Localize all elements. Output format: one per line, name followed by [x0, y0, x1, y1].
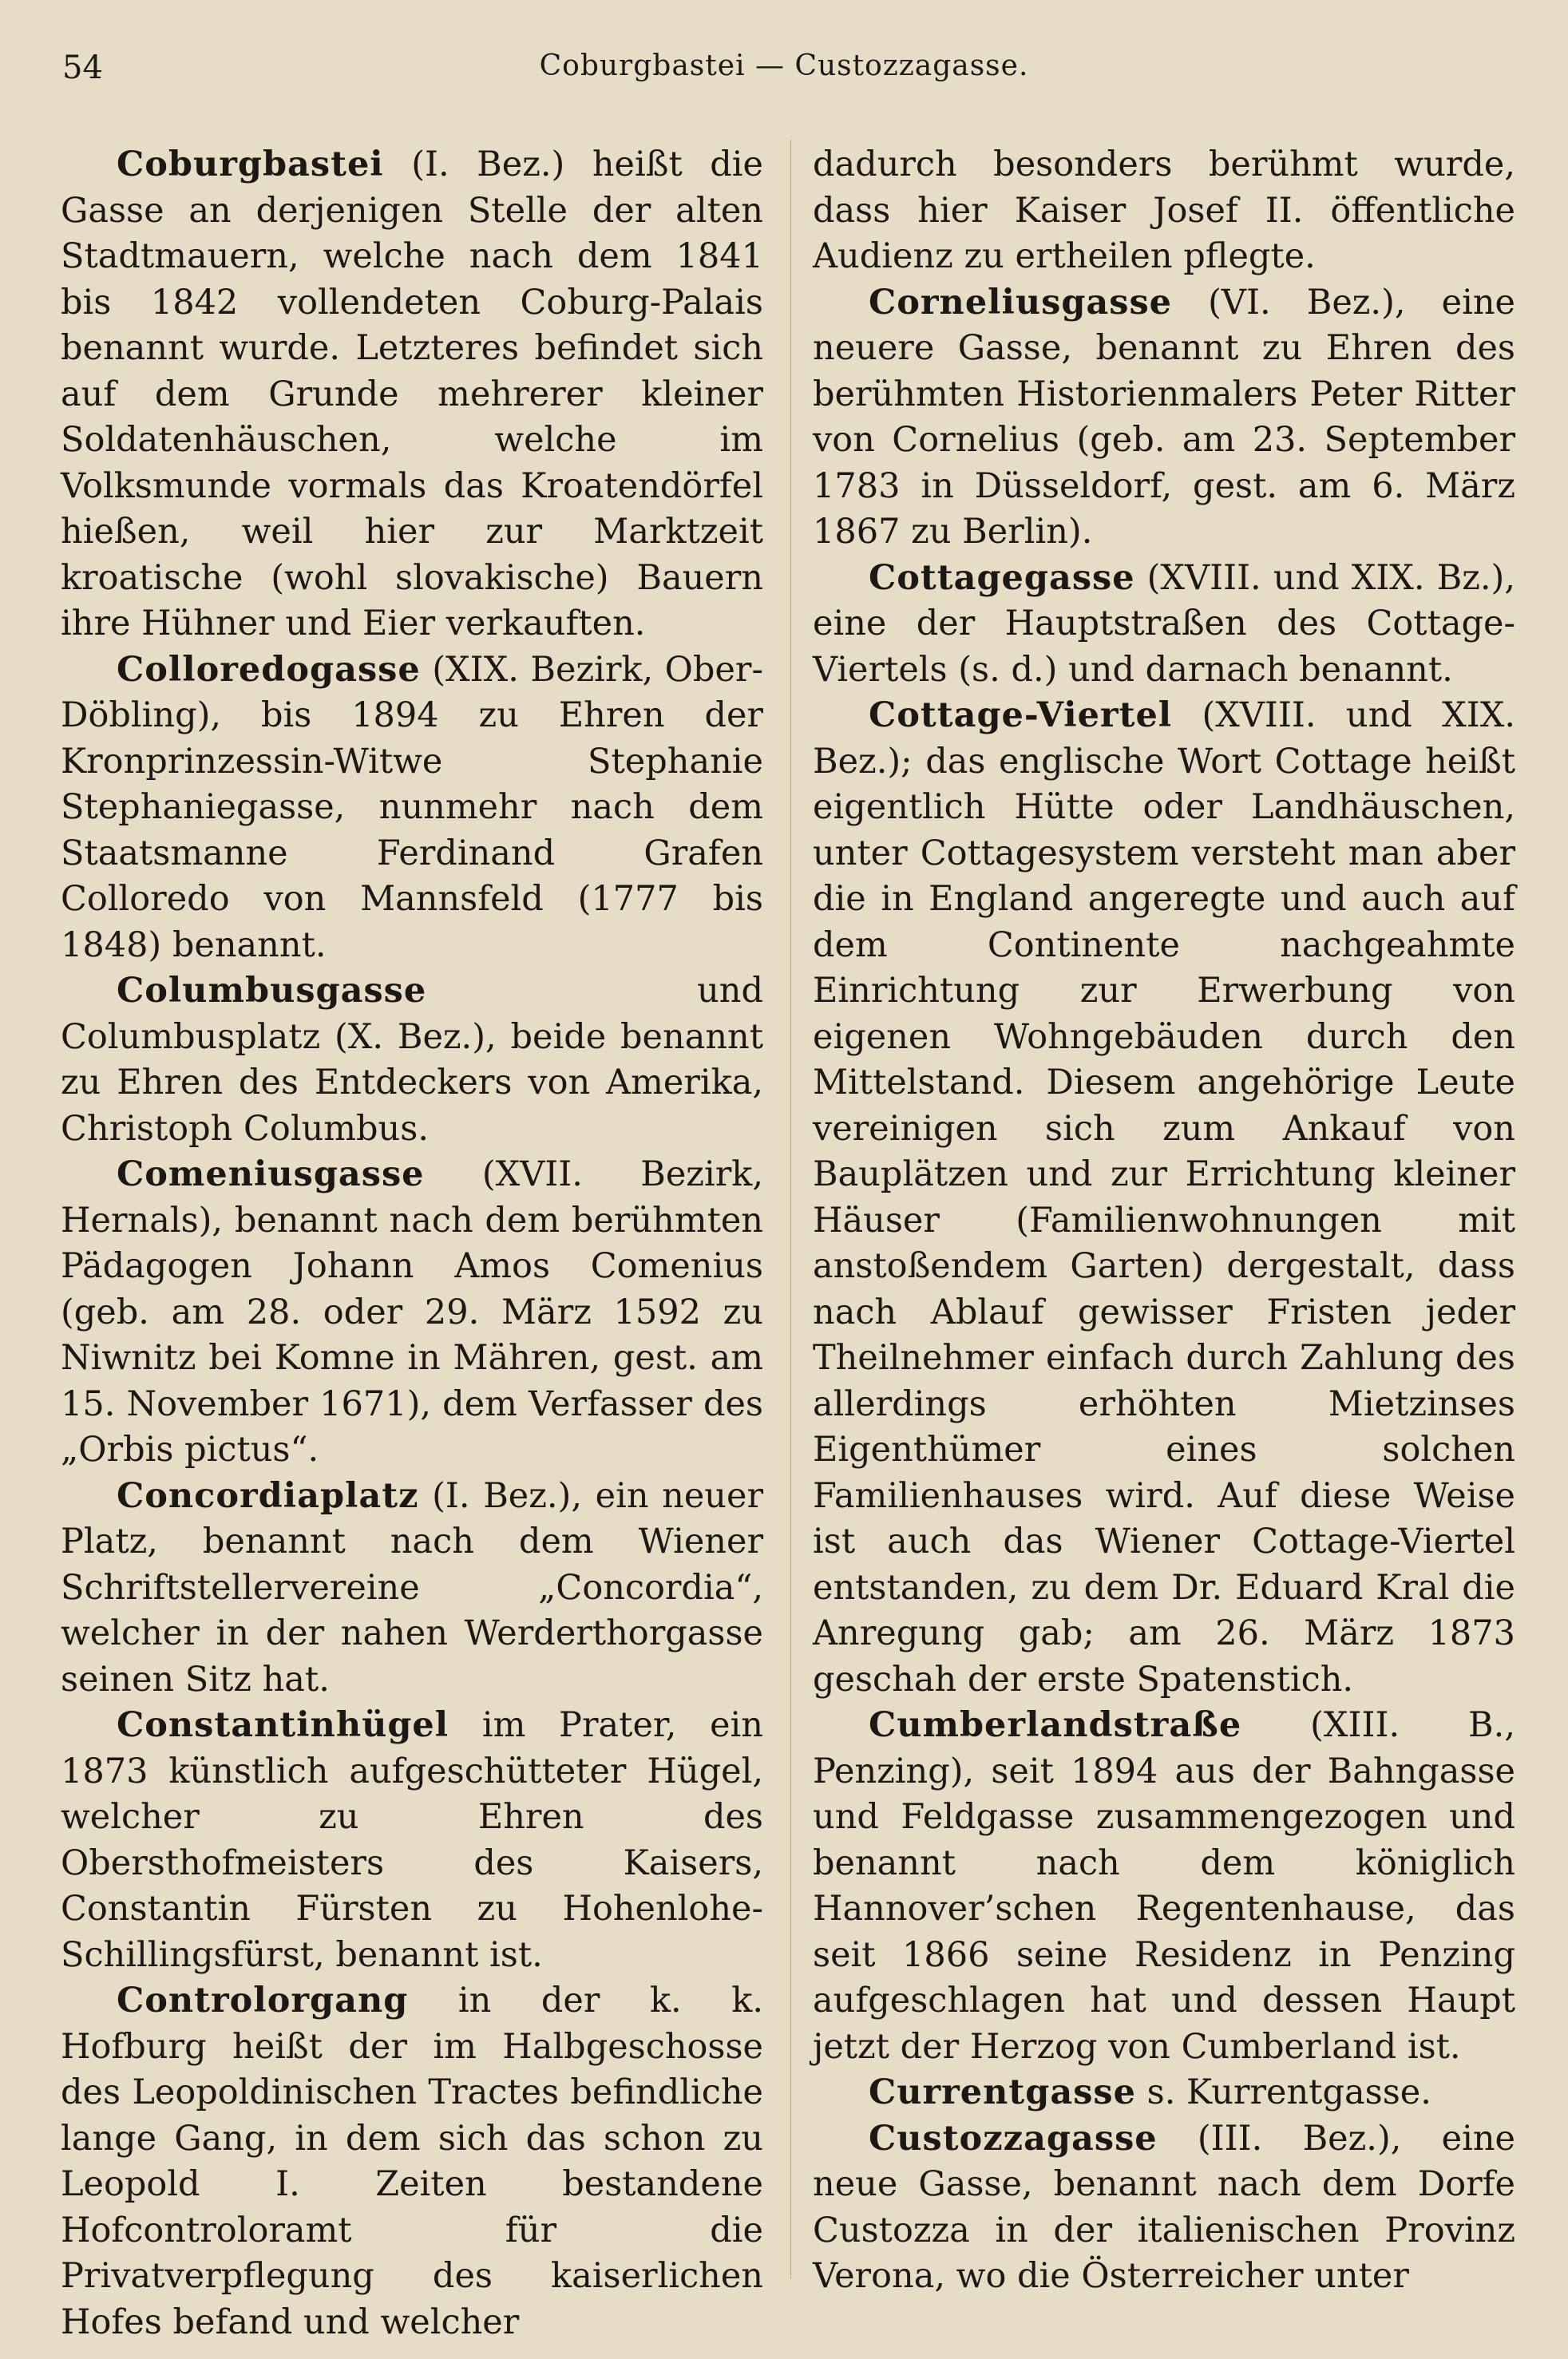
entry-currentgasse — [813, 2070, 1515, 2116]
entry-text: (XIX. Bezirk, Ober-Döbling), bis 1894 zu Ehren der Kronprinzessin-Witwe Stephanie Stephaniegasse, nunmehr nach dem Staatsmanne Ferdinand Grafen Colloredo von Mannsfeld (1777 bis 1848) benannt. — [61, 649, 763, 965]
entry-headword: Cottage-Viertel — [869, 695, 1173, 735]
entry-continuation — [813, 142, 1515, 280]
entry-headword: Custozzagasse — [869, 2118, 1158, 2159]
entry-columbusgasse — [61, 968, 763, 1152]
entry-headword: Cottagegasse — [869, 557, 1135, 598]
entry-cottagegasse — [813, 556, 1515, 694]
entry-text: (I. Bez.), ein neuer Platz, benannt nach dem Wiener Schriftstellervereine „Concordia“, welcher in der nahen Werderthorgasse seinen Sitz hat. — [61, 1475, 763, 1700]
entry-cottage-viertel — [813, 693, 1515, 1703]
entry-text: (VI. Bez.), eine neuere Gasse, benannt zu Ehren des berühmten Historienmalers Peter Ritter von Cornelius (geb. am 23. September 1783 in Düsseldorf, gest. am 6. März 1867 zu Berlin). — [813, 282, 1515, 552]
entry-colloredogasse — [61, 647, 763, 969]
entry-constantinhuegel — [61, 1703, 763, 1978]
entry-text: (I. Bez.) heißt die Gasse an derjenigen Stelle der alten Stadtmauern, welche nach dem 1841 bis 1842 vollendeten Coburg-Palais benannt wurde. Letzteres befindet sich auf dem Grunde mehrerer kleiner Soldatenhäuschen, welche im Volksmunde vormals das Kroatendörfel hießen, weil hier zur Marktzeit kroatische (wohl slovakische) Bauern ihre Hühner und Eier verkauften. — [61, 144, 763, 643]
entry-text: dadurch besonders berühmt wurde, dass hier Kaiser Josef II. öffentliche Audienz zu ertheilen pflegte. — [813, 144, 1515, 276]
entry-headword: Coburgbastei — [117, 144, 384, 184]
entry-headword: Corneliusgasse — [869, 282, 1173, 323]
entry-text: s. Kurrentgasse. — [1135, 2072, 1431, 2112]
entry-headword: Controlorgang — [117, 1981, 409, 2021]
entry-headword: Cumberlandstraße — [869, 1705, 1242, 1745]
page-number: 54 — [62, 49, 103, 86]
entry-text: (XVIII. und XIX. Bz.), eine der Hauptstraßen des Cottage-Viertels (s. d.) und darnach benannt. — [813, 557, 1515, 690]
entry-headword: Concordiaplatz — [117, 1475, 419, 1516]
entry-controlorgang — [61, 1978, 763, 2345]
entry-text: (XVII. Bezirk, Hernals), benannt nach dem berühmten Pädagogen Johann Amos Comenius (geb. am 28. oder 29. März 1592 zu Niwnitz bei Komne in Mähren, gest. am 15. November 1671), dem Verfasser des „Orbis pictus“. — [61, 1154, 763, 1470]
running-title: Coburgbastei — Custozzagasse. — [539, 49, 1029, 82]
entry-text: (III. Bez.), eine neue Gasse, benannt nach dem Dorfe Custozza in der italienischen Provinz Verona, wo die Österreicher unter — [813, 2118, 1515, 2296]
entry-text: (XVIII. und XIX. Bez.); das englische Wort Cottage heißt eigentlich Hütte oder Landhäuschen, unter Cottagesystem versteht man aber die in England angeregte und auch auf dem Continente nachgeahmte Einrichtung zur Erwerbung von eigenen Wohngebäuden durch den Mittelstand. Diesem angehörige Leute vereinigen sich zum Ankauf von Bauplätzen und zur Errichtung kleiner Häuser (Familienwohnungen mit anstoßendem Garten) dergestalt, dass nach Ablauf gewisser Fristen jeder Theilnehmer einfach durch Zahlung des allerdings erhöhten Mietzinses Eigenthümer eines solchen Familienhauses wird. Auf diese Weise ist auch das Wiener Cottage-Viertel entstanden, zu dem Dr. Eduard Kral die Anregung gab; am 26. März 1873 geschah der erste Spatenstich. — [813, 695, 1515, 1700]
entry-corneliusgasse — [813, 280, 1515, 556]
page-header — [0, 49, 1568, 97]
entry-headword: Comeniusgasse — [117, 1154, 425, 1194]
entry-headword: Currentgasse — [869, 2072, 1136, 2112]
entry-concordiaplatz — [61, 1474, 763, 1704]
entry-text: in der k. k. Hofburg heißt der im Halbgeschosse des Leopoldinischen Tractes befindliche lange Gang, in dem sich das schon zu Leopold I. Zeiten bestandene Hofcontroloramt für die Privatverpflegung des kaiserlichen Hofes befand und welcher — [61, 1981, 763, 2342]
entry-comeniusgasse — [61, 1152, 763, 1474]
entry-headword: Columbusgasse — [117, 971, 427, 1011]
entry-headword: Colloredogasse — [117, 649, 421, 690]
entry-text: und Columbusplatz (X. Bez.), beide benannt zu Ehren des Entdeckers von Amerika, Christoph Columbus. — [61, 971, 763, 1149]
entry-headword: Constantinhügel — [117, 1705, 449, 1745]
entry-coburgbastei — [61, 142, 763, 647]
entry-text: (XIII. B., Penzing), seit 1894 aus der Bahngasse und Feldgasse zusammengezogen und benannt nach dem königlich Hannover’schen Regentenhause, das seit 1866 seine Residenz in Penzing aufgeschlagen hat und dessen Haupt jetzt der Herzog von Cumberland ist. — [813, 1705, 1515, 2067]
entry-cumberlandstrasse — [813, 1703, 1515, 2070]
left-column — [61, 142, 763, 2345]
entry-text: im Prater, ein 1873 künstlich aufgeschütteter Hügel, welcher zu Ehren des Obersthofmeisters des Kaisers, Constantin Fürsten zu Hohenlohe-Schillingsfürst, benannt ist. — [61, 1705, 763, 1975]
column-divider — [790, 140, 791, 2279]
entry-custozzagasse — [813, 2116, 1515, 2300]
right-column — [813, 142, 1515, 2300]
